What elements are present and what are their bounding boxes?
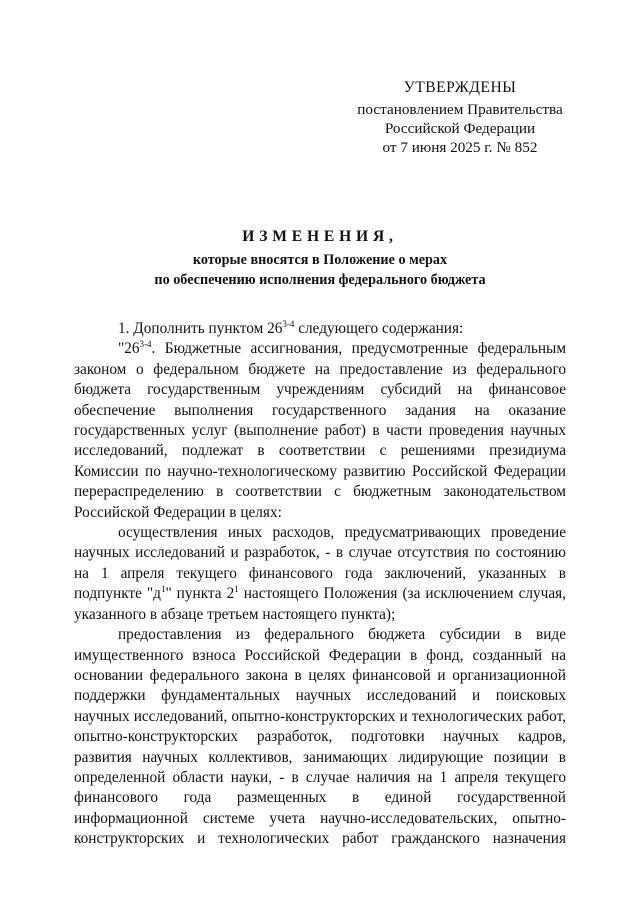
paragraph-2 — [74, 339, 566, 523]
approval-heading: УТВЕРЖДЕНЫ — [403, 79, 517, 96]
document-subtitle — [0, 250, 640, 290]
paragraph-3-text-b: " пункта 2 — [165, 585, 235, 603]
approval-line-1: постановлением Правительства — [357, 101, 563, 118]
approval-block — [330, 78, 590, 157]
paragraph-2-superscript: 3-4 — [139, 339, 152, 350]
paragraph-3-superscript-1: 1 — [160, 584, 166, 595]
paragraph-1 — [74, 319, 566, 339]
paragraph-3 — [74, 523, 566, 625]
paragraph-1-text-a: 1. Дополнить пунктом 26 — [118, 320, 283, 337]
approval-line-2: Российской Федерации — [384, 120, 536, 137]
paragraph-3-text-a: осуществления иных расходов, предусматривающих проведение научных исследований и разработок, - в случае отсутствия по состоянию на 1 апреля текущего финансового года заключений, указанных в подпункте "д — [74, 524, 566, 603]
paragraph-2-text-a: "26 — [118, 340, 140, 358]
document-title: ИЗМЕНЕНИЯ, — [242, 228, 398, 245]
approval-line-3: от 7 июня 2025 г. № 852 — [382, 139, 538, 156]
document-body — [74, 319, 566, 850]
paragraph-1-superscript: 3-4 — [282, 319, 295, 329]
paragraph-3-superscript-2: 1 — [234, 584, 239, 595]
paragraph-4: предоставления из федерального бюджета субсидии в виде имущественного взноса Российской Федерации в фонд, созданный на основании федерального закона в целях финансовой и организационной поддержки фундаментальных научных исследований и поисковых научных исследований, опытно-конструкторских и технологических работ, опытно-конструкторских разработок, подготовки научных кадров, развития научных коллективов, занимающих лидирующие позиции в определенной области науки, - в случае наличия на 1 апреля текущего финансового года размещенных в единой государственной информационной системе учета научно-исследовательских, опытно-конструкторских и технологических работ гражданского назначения — [74, 626, 566, 848]
subtitle-line-2: по обеспечению исполнения федерального бюджета — [154, 272, 486, 288]
subtitle-line-1: которые вносятся в Положение о мерах — [192, 252, 448, 268]
paragraph-1-text-b: следующего содержания: — [294, 320, 464, 337]
paragraph-3-text-c: настоящего Положения (за исключением случая, указанного в абзаце третьем настоящего пункта); — [74, 585, 566, 623]
paragraph-2-text-b: . Бюджетные ассигнования, предусмотренные федеральным законом о федеральном бюджете на предоставление из федерального бюджета государственным учреждениям субсидий на финансовое обеспечение выполнения государственного задания на оказание государственных услуг (выполнение работ) в части проведения научных исследований, подлежат в соответствии с решениями президиума Комиссии по научно-технологическому развитию Российской Федерации перераспределению в соответствии с бюджетным законодательством Российской Федерации в целях: — [74, 340, 566, 521]
